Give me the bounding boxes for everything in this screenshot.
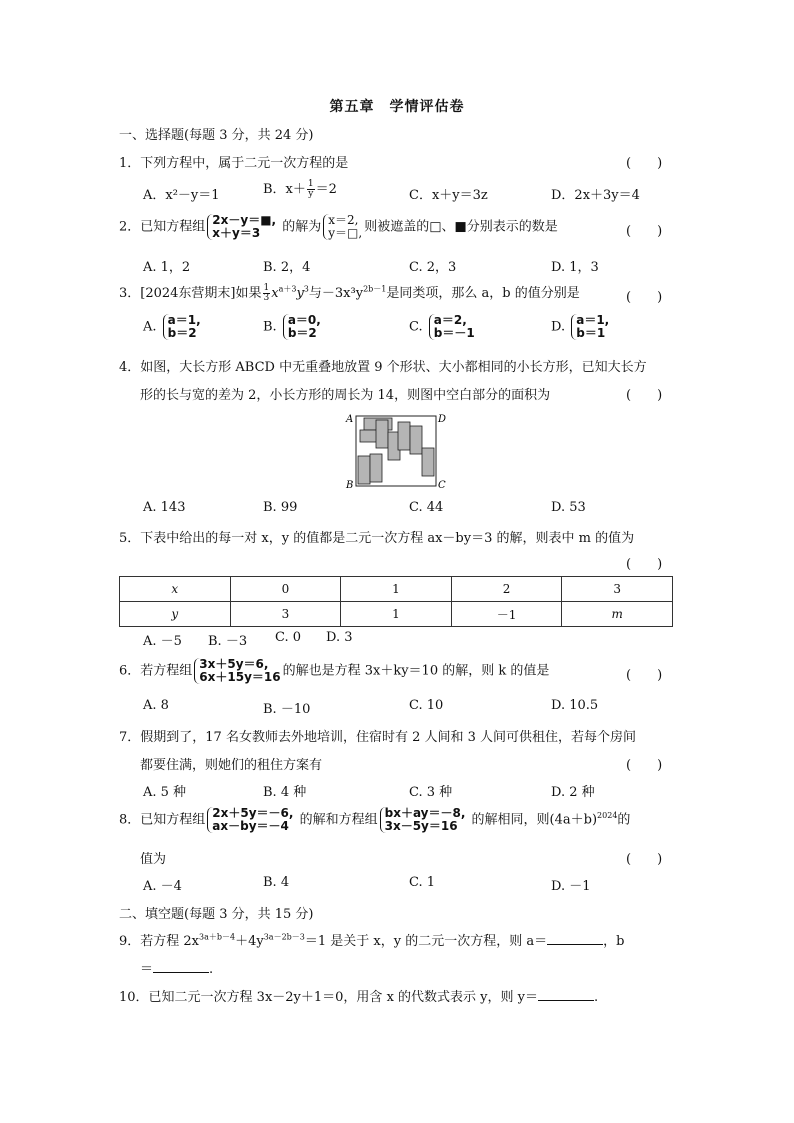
q3-post: 是同类项，那么 a，b 的值分别是 bbox=[386, 286, 580, 301]
q9-blank-b[interactable] bbox=[153, 960, 209, 973]
q2-option-c: C. 2，3 bbox=[409, 260, 457, 275]
question-6-stem bbox=[119, 658, 549, 684]
table-row bbox=[120, 602, 673, 627]
q7-option-b: B. 4 种 bbox=[263, 785, 307, 800]
small-rect-8 bbox=[358, 456, 370, 484]
q1-b-post: ＝2 bbox=[315, 182, 337, 197]
q4-option-d: D. 53 bbox=[551, 500, 586, 515]
q2-pre: 2．已知方程组 bbox=[119, 219, 206, 235]
q8-post: 的解相同，则(4a＋b) bbox=[471, 812, 598, 828]
q9-post: ＝1 是关于 x，y 的二元一次方程，则 a＝ bbox=[304, 934, 548, 949]
q2-sys2-line2: y＝□, bbox=[328, 226, 363, 240]
q3-a-label: A. bbox=[143, 319, 157, 335]
q8-post-sup: 2024 bbox=[597, 811, 618, 821]
table-cell: 3 bbox=[230, 602, 341, 627]
q3-a-line1: a＝1, bbox=[167, 313, 201, 327]
q10-stem-text: 10．已知二元一次方程 3x－2y＋1＝0，用含 x 的代数式表示 y，则 y＝ bbox=[119, 990, 538, 1005]
q2-sys1-line2: x＋y＝3 bbox=[212, 226, 261, 240]
table-row bbox=[120, 577, 673, 602]
q2-system-2 bbox=[323, 214, 362, 240]
q1-option-b bbox=[263, 178, 337, 199]
q5-option-c: C. 0 bbox=[275, 630, 302, 645]
table-cell: 1 bbox=[341, 602, 452, 627]
small-rect-9 bbox=[370, 454, 382, 482]
values-table bbox=[119, 576, 673, 627]
q6-system bbox=[194, 658, 280, 684]
table-cell: 2 bbox=[451, 577, 562, 602]
answer-paren-6: ( ) bbox=[626, 668, 663, 683]
q8-sys1-line2: ax－by＝－4 bbox=[212, 819, 289, 833]
table-cell: 3 bbox=[562, 577, 673, 602]
q3-frac-num: 1 bbox=[263, 283, 270, 293]
q8-system-1 bbox=[207, 807, 293, 833]
q3-option-c bbox=[409, 314, 477, 340]
q9-sup1: 3a＋b－4 bbox=[199, 932, 236, 942]
q8-mid: 的解和方程组 bbox=[299, 812, 378, 828]
table-cell: 1 bbox=[341, 577, 452, 602]
answer-paren-1: ( ) bbox=[626, 156, 663, 171]
q3-term1-y-sup: 3 bbox=[303, 284, 309, 294]
answer-paren-8: ( ) bbox=[626, 852, 663, 867]
q3-fraction bbox=[263, 284, 271, 303]
q7-option-d: D. 2 种 bbox=[551, 785, 595, 800]
question-3-stem bbox=[119, 282, 580, 303]
question-7-line2: 都要住满，则她们的租住方案有 bbox=[140, 758, 323, 773]
q2-system-1 bbox=[207, 214, 276, 240]
small-rect-3 bbox=[376, 420, 388, 448]
q5-option-d: D. 3 bbox=[326, 630, 353, 645]
label-d: D bbox=[438, 414, 447, 425]
q1-b-fraction bbox=[307, 180, 315, 199]
question-4-line1: 4．如图，大长方形 ABCD 中无重叠地放置 9 个形状、大小都相同的小长方形，已知大长方 bbox=[119, 360, 647, 375]
q4-option-c: C. 44 bbox=[409, 500, 444, 515]
q3-term1-x: x bbox=[271, 286, 279, 301]
q2-option-a: A. 1，2 bbox=[143, 260, 191, 275]
q6-pre: 6．若方程组 bbox=[119, 663, 193, 679]
section-choice-heading: 一、选择题(每题 3 分，共 24 分) bbox=[119, 128, 314, 143]
q1-option-c: C．x＋y＝3z bbox=[409, 188, 488, 203]
q4-option-a: A. 143 bbox=[143, 500, 186, 515]
q6-option-b: B. －10 bbox=[263, 702, 311, 717]
answer-paren-7: ( ) bbox=[626, 758, 663, 773]
q5-option-a: A. －5 bbox=[143, 634, 182, 649]
q6-option-d: D. 10.5 bbox=[551, 698, 599, 713]
q10-blank[interactable] bbox=[538, 988, 594, 1001]
q3-c-label: C. bbox=[409, 319, 423, 335]
question-8-line2: 值为 bbox=[140, 852, 167, 867]
table-cell: m bbox=[562, 602, 673, 627]
q3-d-label: D. bbox=[551, 319, 566, 335]
q6-option-c: C. 10 bbox=[409, 698, 444, 713]
q3-b-label: B. bbox=[263, 319, 277, 335]
q3-c-system bbox=[429, 314, 475, 340]
label-b: B bbox=[346, 480, 354, 491]
answer-paren-3: ( ) bbox=[626, 290, 663, 305]
small-rect-6 bbox=[410, 426, 422, 454]
question-9-line2 bbox=[140, 958, 213, 977]
q3-d-system bbox=[571, 314, 609, 340]
q9-sup2: 3a－2b－3 bbox=[263, 932, 305, 942]
answer-paren-2: ( ) bbox=[626, 224, 663, 239]
q3-term1-sup: a＋3 bbox=[278, 284, 297, 294]
q3-mid-sup: 2b－1 bbox=[363, 284, 387, 294]
q6-post: 的解也是方程 3x＋ky＝10 的解，则 k 的值是 bbox=[282, 663, 550, 679]
q8-option-c: C. 1 bbox=[409, 875, 436, 890]
q8-option-d: D. －1 bbox=[551, 879, 591, 894]
table-cell: x bbox=[120, 577, 231, 602]
q6-option-a: A. 8 bbox=[143, 698, 169, 713]
q2-option-d: D. 1，3 bbox=[551, 260, 599, 275]
section-fill-heading: 二、填空题(每题 3 分，共 15 分) bbox=[119, 907, 314, 922]
q9-mid: ＋4y bbox=[235, 934, 264, 949]
q9-line2-eq: ＝ bbox=[140, 962, 154, 977]
q3-c-line2: b＝－1 bbox=[433, 326, 475, 340]
q5-option-b: B. －3 bbox=[208, 634, 248, 649]
q2-sys1-line1: 2x－y＝■, bbox=[212, 213, 277, 227]
label-c: C bbox=[438, 480, 446, 491]
q10-end: . bbox=[593, 990, 599, 1005]
q1-b-num: 1 bbox=[307, 179, 314, 189]
table-cell: 0 bbox=[230, 577, 341, 602]
table-cell: －1 bbox=[451, 602, 562, 627]
question-4-line2: 形的长与宽的差为 2，小长方形的周长为 14，则图中空白部分的面积为 bbox=[140, 388, 551, 403]
q3-option-d bbox=[551, 314, 611, 340]
q8-sys2-line2: 3x－5y＝16 bbox=[384, 819, 458, 833]
q2-option-b: B. 2，4 bbox=[263, 260, 311, 275]
q9-blank-a[interactable] bbox=[547, 932, 603, 945]
q2-mid: 的解为 bbox=[282, 219, 322, 235]
table-cell: y bbox=[120, 602, 231, 627]
q6-sys-line2: 6x＋15y＝16 bbox=[199, 670, 281, 684]
q9-end: . bbox=[209, 962, 214, 977]
answer-paren-4: ( ) bbox=[626, 388, 663, 403]
question-5-stem: 5．下表中给出的每一对 x，y 的值都是二元一次方程 ax－by＝3 的解，则表中 m 的值为 bbox=[119, 531, 635, 546]
q1-option-d: D．2x＋3y＝4 bbox=[551, 188, 640, 203]
q3-pre: 3．[2024东营期末]如果 bbox=[119, 286, 262, 301]
question-10-stem bbox=[119, 986, 598, 1005]
q8-option-a: A. －4 bbox=[143, 879, 182, 894]
small-rect-5 bbox=[398, 422, 410, 450]
q6-sys-line1: 3x＋5y＝6, bbox=[199, 657, 269, 671]
question-8-stem bbox=[119, 807, 630, 833]
question-9-stem bbox=[119, 930, 624, 949]
q3-b-system bbox=[283, 314, 321, 340]
q1-b-den: y bbox=[308, 189, 314, 199]
q8-sys2-line1: bx＋ay＝－8, bbox=[384, 806, 466, 820]
small-rect-7 bbox=[422, 448, 434, 476]
q3-c-line1: a＝2, bbox=[433, 313, 467, 327]
q9-pre: 9．若方程 2x bbox=[119, 934, 200, 949]
q3-option-b bbox=[263, 314, 323, 340]
rectangle-figure bbox=[340, 408, 450, 492]
q3-d-line1: a＝1, bbox=[576, 313, 610, 327]
label-a: A bbox=[346, 414, 354, 425]
q3-term1-y: y bbox=[296, 286, 304, 301]
q3-b-line2: b＝2 bbox=[287, 326, 317, 340]
q8-pre: 8．已知方程组 bbox=[119, 812, 206, 828]
q3-frac-den: 3 bbox=[263, 293, 270, 303]
q8-option-b: B. 4 bbox=[263, 875, 290, 890]
q8-post2: 的 bbox=[617, 812, 631, 828]
question-2-stem bbox=[119, 214, 558, 240]
q7-option-c: C. 3 种 bbox=[409, 785, 453, 800]
q3-mid: 与－3x³y bbox=[308, 286, 364, 301]
q3-d-line2: b＝1 bbox=[576, 326, 606, 340]
page-title: 第五章 学情评估卷 bbox=[329, 99, 465, 115]
q2-sys2-line1: x＝2, bbox=[328, 213, 359, 227]
q8-system-2 bbox=[380, 807, 466, 833]
q7-option-a: A. 5 种 bbox=[143, 785, 187, 800]
q3-a-line2: b＝2 bbox=[167, 326, 197, 340]
q2-post: 则被遮盖的□、■分别表示的数是 bbox=[364, 219, 558, 235]
answer-paren-5: ( ) bbox=[626, 557, 663, 572]
q1-option-a: A．x²－y＝1 bbox=[143, 188, 220, 203]
q1-b-pre: B．x＋ bbox=[263, 182, 306, 197]
q3-a-system bbox=[163, 314, 201, 340]
q3-option-a bbox=[143, 314, 203, 340]
q4-option-b: B. 99 bbox=[263, 500, 298, 515]
q9-post2: ，b bbox=[603, 934, 625, 949]
question-7-line1: 7．假期到了，17 名女教师去外地培训，住宿时有 2 人间和 3 人间可供租住，若每个房间 bbox=[119, 730, 637, 745]
q3-b-line1: a＝0, bbox=[287, 313, 321, 327]
q8-sys1-line1: 2x＋5y＝－6, bbox=[212, 806, 294, 820]
question-1-stem: 1．下列方程中，属于二元一次方程的是 bbox=[119, 156, 349, 171]
